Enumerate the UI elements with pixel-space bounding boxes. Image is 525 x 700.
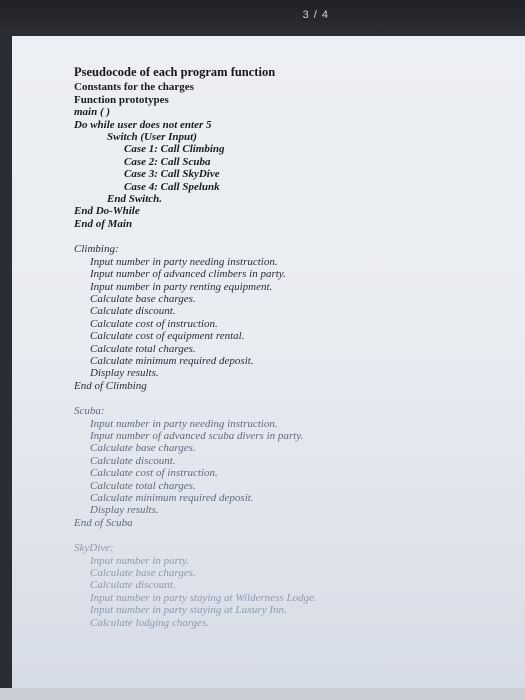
section-heading: SkyDive:	[74, 542, 114, 555]
section-end: End of Climbing	[74, 379, 147, 392]
section-step: Input number of advanced scuba divers in party.	[90, 429, 304, 442]
function-sections	[74, 230, 514, 629]
section-step: Input number in party staying at Luxury Inn.	[90, 604, 287, 617]
pseudocode-line: Constants for the charges	[74, 81, 194, 94]
section-step: Calculate base charges.	[90, 292, 196, 305]
section-end: End of Scuba	[74, 516, 133, 529]
section-step: Input number in party needing instruction.	[90, 417, 278, 430]
pseudocode-line: Function prototypes	[74, 93, 169, 106]
viewer-bottom-edge	[0, 688, 525, 700]
section-step: Calculate total charges.	[90, 342, 196, 355]
document-page	[12, 36, 525, 688]
section-step: Calculate base charges.	[90, 567, 196, 580]
section-step: Calculate minimum required deposit.	[90, 492, 254, 504]
section-step: Input number in party.	[90, 554, 189, 567]
section-step: Display results.	[90, 504, 159, 517]
pseudocode-line: Switch (User Input)	[107, 131, 197, 144]
section-step: Input number in party needing instruction.	[90, 255, 278, 268]
main-pseudocode	[74, 81, 514, 230]
section-step: Calculate lodging charges.	[90, 616, 210, 629]
function-section	[74, 405, 514, 529]
section-step: Input number in party staying at Wilderness Lodge.	[90, 591, 317, 604]
pseudocode-line: Case 4: Call Spelunk	[124, 180, 220, 193]
section-step: Calculate cost of equipment rental.	[90, 330, 245, 343]
section-step: Calculate cost of instruction.	[90, 467, 218, 480]
viewer-toolbar	[0, 0, 525, 34]
section-step: Calculate minimum required deposit.	[90, 354, 254, 367]
section-step: Calculate total charges.	[90, 479, 196, 492]
section-step: Calculate discount.	[90, 579, 176, 592]
pseudocode-line: End Do-While	[74, 205, 140, 218]
document-title: Pseudocode of each program function	[74, 65, 276, 79]
section-step: Input number in party renting equipment.	[90, 280, 273, 293]
section-heading: Climbing:	[74, 243, 119, 256]
section-step: Calculate discount.	[90, 454, 176, 467]
section-step: Input number of advanced climbers in party.	[90, 268, 286, 281]
document-content	[74, 66, 514, 629]
section-step: Calculate cost of instruction.	[90, 317, 218, 330]
pseudocode-line: End of Main	[74, 217, 133, 230]
section-step: Display results.	[90, 367, 159, 380]
pseudocode-line: Do while user does not enter 5	[74, 118, 212, 131]
pseudocode-line: Case 3: Call SkyDive	[124, 168, 220, 181]
section-step: Calculate discount.	[90, 305, 176, 318]
function-section	[74, 542, 514, 629]
pseudocode-line: End Switch.	[107, 193, 163, 206]
pseudocode-line: Case 2: Call Scuba	[124, 155, 211, 168]
page-indicator: 3 / 4	[302, 9, 329, 21]
function-section	[74, 243, 514, 392]
section-step: Calculate base charges.	[90, 442, 196, 455]
section-heading: Scuba:	[74, 405, 105, 418]
pseudocode-line: main ( )	[74, 106, 111, 119]
pseudocode-line: Case 1: Call Climbing	[124, 143, 225, 156]
